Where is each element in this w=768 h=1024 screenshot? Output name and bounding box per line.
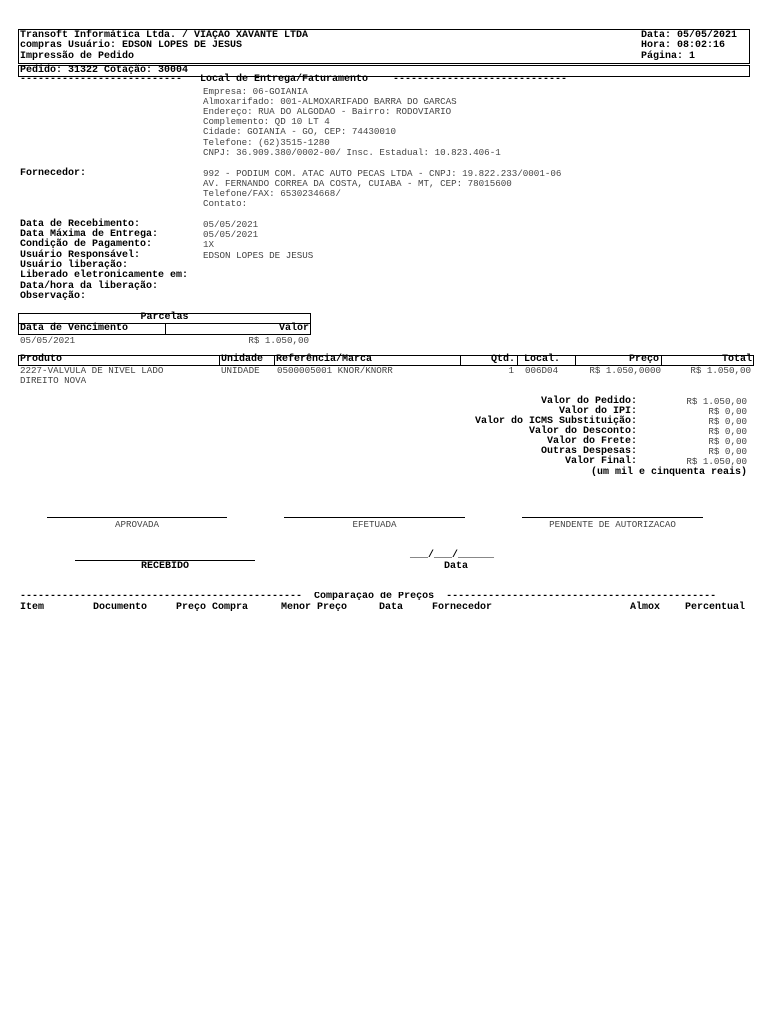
entrega-almoxarifado: Almoxarifado: 001-ALMOXARIFADO BARRA DO GARCAS [203, 96, 457, 107]
date-blank: ___/___/______ [410, 550, 495, 561]
entrega-telefone: Telefone: (62)3515-1280 [203, 137, 330, 148]
signature-line [284, 517, 465, 518]
valor-extenso: (um mil e cinquenta reais) [590, 467, 747, 478]
info-value: EDSON LOPES DE JESUS [203, 250, 314, 261]
signature-line [47, 517, 227, 518]
company-title: Transoft Informática Ltda. / VIAÇAO XAVANTE LTDA [20, 30, 309, 41]
entrega-dashes-left: --------------------------- [20, 74, 183, 85]
fornecedor-telefone: Telefone/FAX: 6530234668/ [203, 188, 341, 199]
produto-desc: 2227-VALVULA DE NIVEL LADO [20, 365, 164, 376]
produto-preco: R$ 1.050,0000 [589, 365, 661, 376]
total-label: Valor do Desconto: [528, 426, 637, 437]
fornecedor-contato: Contato: [203, 198, 248, 209]
total-value: R$ 0,00 [708, 436, 747, 447]
fornecedor-label: Fornecedor: [20, 168, 87, 179]
produto-unidade: UNIDADE [221, 365, 260, 376]
sig-efetuada: EFETUADA [352, 519, 397, 530]
total-label: Valor do Pedido: [540, 396, 637, 407]
info-label: Condição de Pagamento: [20, 239, 153, 250]
col-unidade: Unidade [221, 354, 264, 365]
user-line: compras Usuário: EDSON LOPES DE JESUS [20, 40, 243, 51]
total-value: R$ 1.050,00 [686, 456, 747, 467]
produto-total: R$ 1.050,00 [690, 365, 751, 376]
entrega-empresa: Empresa: 06-GOIANIA [203, 86, 308, 97]
col-qtd: Qtd. [490, 354, 515, 365]
info-label: Data de Recebimento: [20, 219, 141, 230]
date-label: Data [443, 561, 468, 572]
col-preco: Preço [628, 354, 659, 365]
total-value: R$ 0,00 [708, 416, 747, 427]
total-value: R$ 0,00 [708, 446, 747, 457]
parcelas-col-date: Data de Vencimento [20, 323, 129, 334]
entrega-title: Local de Entrega/Faturamento [200, 74, 369, 85]
total-label: Valor do ICMS Substituição: [474, 416, 637, 427]
total-label: Valor do Frete: [546, 436, 637, 447]
signature-line [522, 517, 703, 518]
comp-col-almox: Almox [630, 602, 661, 613]
total-label: Valor Final: [564, 456, 637, 467]
report-date: Data: 05/05/2021 [641, 30, 738, 41]
info-value: 05/05/2021 [203, 229, 259, 240]
parcelas-title: Parcelas [140, 312, 189, 323]
info-label: Usuário Responsável: [20, 250, 141, 261]
total-value: R$ 0,00 [708, 406, 747, 417]
info-label: Usuário liberação: [20, 260, 129, 271]
comp-col-documento: Documento [93, 602, 148, 613]
comp-col-percentual: Percentual [685, 602, 746, 613]
col-divider [460, 355, 461, 366]
comp-col-data: Data [379, 602, 404, 613]
comp-col-menor-preco: Menor Preço [281, 602, 348, 613]
produto-qtd: 1 [508, 365, 514, 376]
entrega-endereco: Endereço: RUA DO ALGODAO - Bairro: RODOVIARIO [203, 106, 452, 117]
entrega-complemento: Complemento: QD 10 LT 4 [203, 116, 330, 127]
report-time: Hora: 08:02:16 [641, 40, 726, 51]
total-label: Outras Despesas: [540, 446, 637, 457]
total-value: R$ 1.050,00 [686, 396, 747, 407]
pedido-number: Pedido: 31322 Cotação: 30004 [20, 65, 189, 76]
col-divider [219, 355, 220, 366]
col-divider [661, 355, 662, 366]
col-divider [274, 355, 275, 366]
report-title: Impressão de Pedido [20, 51, 135, 62]
parcelas-col-value: Valor [278, 323, 309, 334]
col-divider [517, 355, 518, 366]
comparacao-title: ----------------------------------------------- Comparação de Preços --------------------------------------------- [20, 592, 717, 602]
col-divider [575, 355, 576, 366]
fornecedor-nome: 992 - PODIUM COM. ATAC AUTO PECAS LTDA - CNPJ: 19.822.233/0001-06 [203, 168, 562, 179]
info-label: Data/hora da liberação: [20, 281, 159, 292]
parcela-date: 05/05/2021 [20, 335, 76, 346]
col-local: Local. [524, 354, 561, 365]
sig-pendente: PENDENTE DE AUTORIZACAO [549, 519, 676, 530]
produto-local: 006D04 [525, 365, 559, 376]
sig-recebido: RECEBIDO [140, 561, 189, 572]
total-value: R$ 0,00 [708, 426, 747, 437]
parcela-value: R$ 1.050,00 [248, 335, 309, 346]
info-label: Observação: [20, 291, 87, 302]
entrega-cnpj: CNPJ: 36.909.380/0002-00/ Insc. Estadual: 10.823.406-1 [203, 147, 501, 158]
info-value: 1X [203, 239, 215, 250]
col-total: Total [721, 354, 752, 365]
comp-col-fornecedor: Fornecedor [432, 602, 493, 613]
produto-desc-2: DIREITO NOVA [20, 375, 87, 386]
sig-aprovada: APROVADA [114, 519, 160, 530]
report-page: Página: 1 [641, 51, 696, 62]
comp-col-preco-compra: Preço Compra [176, 602, 249, 613]
entrega-cidade: Cidade: GOIANIA - GO, CEP: 74430010 [203, 126, 396, 137]
produto-referencia: 0500005001 KNOR/KNORR [277, 365, 393, 376]
info-label: Liberado eletronicamente em: [20, 270, 189, 281]
info-label: Data Máxima de Entrega: [20, 229, 159, 240]
total-label: Valor do IPI: [558, 406, 637, 417]
col-produto: Produto [20, 354, 63, 365]
parcelas-col-divider [165, 323, 166, 335]
entrega-dashes-right: ----------------------------- [393, 74, 568, 85]
fornecedor-endereco: AV. FERNANDO CORREA DA COSTA, CUIABA - MT, CEP: 78015600 [203, 178, 512, 189]
comp-col-item: Item [20, 602, 45, 613]
info-value: 05/05/2021 [203, 219, 259, 230]
col-referencia: Referência/Marca [276, 354, 373, 365]
